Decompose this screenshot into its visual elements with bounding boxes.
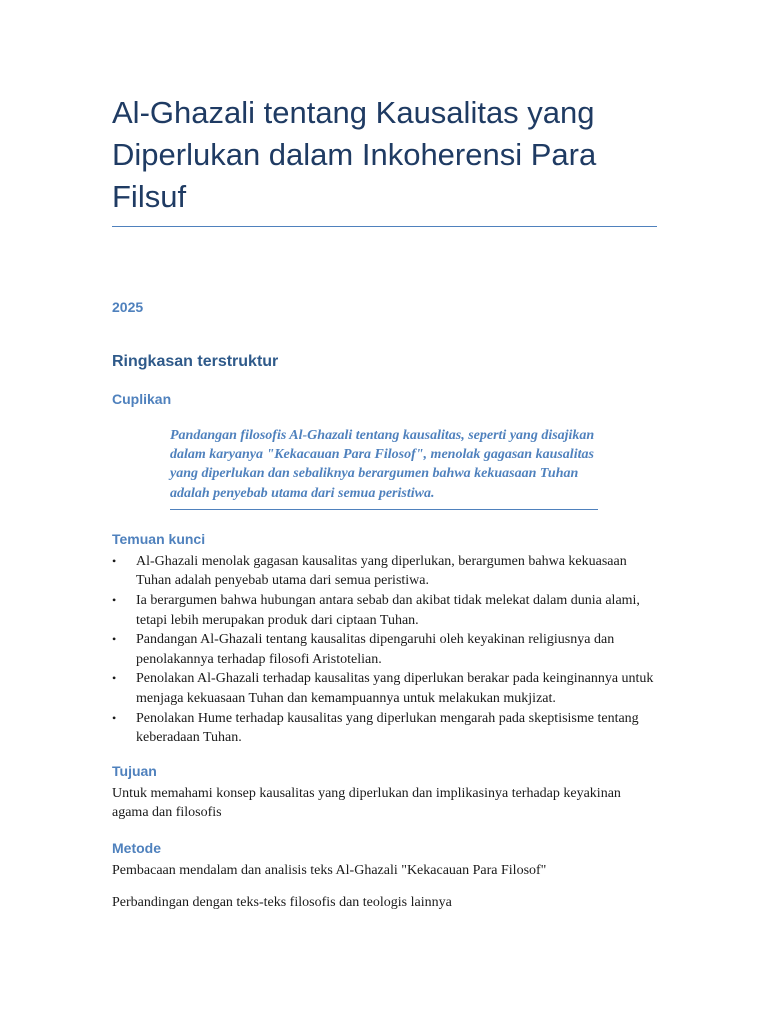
bullet-icon: • bbox=[112, 671, 117, 686]
document-title: Al-Ghazali tentang Kausalitas yang Diperlukan dalam Inkoherensi Para Filsuf bbox=[112, 95, 597, 214]
finding-text: Penolakan Al-Ghazali terhadap kausalitas yang diperlukan berakar pada keinginannya untuk menjaga kekuasaan Tuhan dan kemampuannya untuk melakukan mukjizat. bbox=[136, 671, 654, 706]
purpose-heading: Tujuan bbox=[112, 762, 157, 779]
list-item bbox=[112, 552, 656, 591]
method-item: Perbandingan dengan teks-teks filosofis dan teologis lainnya bbox=[112, 894, 452, 910]
key-findings-heading: Temuan kunci bbox=[112, 530, 206, 547]
method-item: Pembacaan mendalam dan analisis teks Al-Ghazali "Kekacauan Para Filosof" bbox=[112, 862, 547, 878]
finding-text: Ia berargumen bahwa hubungan antara sebab dan akibat tidak melekat dalam dunia alami, tetapi lebih merupakan produk dari ciptaan Tuhan. bbox=[136, 593, 640, 628]
list-item bbox=[112, 669, 656, 708]
finding-text: Penolakan Hume terhadap kausalitas yang diperlukan mengarah pada skeptisisme tentang keberadaan Tuhan. bbox=[136, 710, 639, 746]
list-item bbox=[112, 630, 656, 669]
key-findings-list bbox=[112, 552, 656, 748]
finding-text: Pandangan Al-Ghazali tentang kausalitas dipengaruhi oleh keyakinan religiusnya dan penolakannya terhadap filosofi Aristotelian. bbox=[136, 632, 615, 667]
bullet-icon: • bbox=[112, 553, 117, 568]
summary-heading: Ringkasan terstruktur bbox=[112, 353, 279, 370]
method-heading: Metode bbox=[112, 839, 161, 856]
purpose-text: Untuk memahami konsep kausalitas yang diperlukan dan implikasinya terhadap keyakinan agama dan filosofis bbox=[112, 785, 621, 821]
list-item bbox=[112, 591, 656, 630]
bullet-icon: • bbox=[112, 593, 117, 607]
finding-text: Al-Ghazali menolak gagasan kausalitas yang diperlukan, berargumen bahwa kekuasaan Tuhan adalah penyebab utama dari semua peristiwa. bbox=[136, 553, 627, 589]
publication-year: 2025 bbox=[112, 299, 144, 315]
list-item bbox=[112, 709, 656, 748]
title-divider bbox=[112, 226, 657, 227]
excerpt-heading: Cuplikan bbox=[112, 391, 172, 407]
bullet-icon: • bbox=[112, 710, 117, 725]
excerpt-quote: Pandangan filosofis Al-Ghazali tentang kausalitas, seperti yang disajikan dalam karyanya "Kekacauan Para Filosof", menolak gagasan kausalitas yang diperlukan dan sebaliknya berargumen bahwa kekuasaan Tuhan adalah penyebab utama dari semua peristiwa. bbox=[170, 426, 598, 510]
bullet-icon: • bbox=[112, 632, 117, 647]
